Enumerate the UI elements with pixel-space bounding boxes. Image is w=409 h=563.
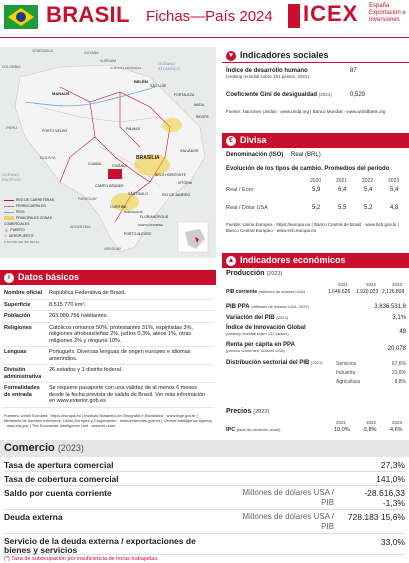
map-label: COLOMBIA (2, 65, 21, 69)
map-label: PARAGUAY (78, 197, 97, 201)
basic-data-table (2, 288, 214, 408)
legend-item: ✈ AEROPUERTO (4, 234, 34, 238)
map-label: GUYANA (84, 51, 99, 55)
header-divider (0, 37, 409, 38)
social-section-title: ♥ Indicadores sociales (222, 48, 409, 63)
currency-icon: € (226, 136, 236, 146)
comercio-title: Comercio (2023) (0, 440, 409, 457)
econ-row: PIB PPA (millones de dólares USA, 2022) 3.836.531,8 (226, 304, 406, 310)
map-label: PALMAS (126, 127, 140, 131)
legend-item: PRINCIPALES ZONAS COMERCIALES (4, 216, 52, 226)
map-label: URUGUAY (104, 247, 122, 251)
header (0, 0, 409, 36)
airport-icon: ✈ (4, 234, 7, 238)
legend-item: ⚓ PUERTO (4, 228, 25, 232)
econ-section-title: ▲ Indicadores económicos (222, 253, 409, 268)
denom-row: Denominación (ISO) Real (BRL) (226, 152, 321, 158)
map-label: MANAUS (52, 91, 70, 96)
map-label: SÃO LUÍS (150, 84, 167, 88)
map-label: VENEZUELA (32, 49, 53, 53)
map-label: PERÚ (6, 125, 18, 130)
map-label: SALVADOR (180, 149, 199, 153)
econ-row: Índice de Innovación Global (ranking mundial sobre 132 países) 49 (226, 325, 406, 336)
map-label: RIO DE JANEIRO (162, 193, 191, 197)
legend-item: FERROCARRILES (4, 203, 66, 209)
social-row: Coeficiente Gini de desigualdad (2021) 0,529 (226, 92, 366, 98)
table-row: Religiones Católicos romanos 50%, protestantes 31%, espiritistas 3%, religiones afrobrasileñas 2%, judíos 0,3%, ateos 1%, otras religiones 2% y ninguna 10%. (2, 322, 214, 347)
map-label: OCÉANO ATLÁNTICO (158, 61, 181, 71)
map-label: NATAL (194, 103, 205, 107)
comercio-footnote: (*) Tasa de subocupación por insuficiencia de horas trabajadas. (4, 556, 159, 562)
map-label: FORTALEZA (174, 93, 195, 97)
ipc-row: IPC (tasa de variación anual) 10,0% 5,8% 4,6% (226, 427, 403, 433)
icex-logo-mark-icon (288, 4, 300, 28)
econ-row: Renta per cápita en PPA (precios corrientes, dólares USA) 20.078 (226, 342, 406, 353)
map-label: GOIÂNIA (112, 164, 127, 168)
table-row: Superficie 8.515.770 km². (2, 299, 214, 311)
map-label: SANTA CATARINA (138, 223, 164, 227)
map-scale: 0 100 200 300 400 500 km (4, 240, 40, 244)
map-label: CUIABÁ (88, 162, 102, 166)
subtitle: Fichas—País 2024 (146, 8, 273, 25)
map-label: FLORIANÓPOLIS (140, 215, 169, 219)
map-label: SURINAM (100, 59, 117, 63)
map-label: PORTO ALEGRE (124, 232, 152, 236)
info-icon: i (4, 273, 14, 283)
econ-row: Variación del PIB (2023) 3,1% (226, 315, 406, 321)
table-row: Formalidades de entrada Se requiere pasaporte con una validez de al menos 6 meses desde la fecha prevista de salida de Brasil. Ver más información en www.exterior.gob.es (2, 383, 214, 408)
divisa-section-title: € Divisa (222, 133, 409, 148)
country-title: BRASIL (46, 2, 130, 27)
pib-row: PIB corriente (millones de dólares USA) 1.649.626 1.920.023 2.126.809 (226, 289, 405, 295)
basic-source: Fuentes: Unión Europea · https://europa.eu | Instituto Brasileiro de Geografia e Estatística · www.ibge.gov.br | Ministerio de Asuntos exteriores, Unión Europea y Cooperación · www.exteriores.gob.es | Central Intelligence Agency · www.cia.gov | The Economist Intelligence Unit · www.eiu.com (4, 413, 213, 428)
comercio-section (0, 440, 409, 563)
table-row: División administrativa 26 estados y 1 distrito federal. (2, 365, 214, 383)
exchange-row: Real / Dólar USA 5,2 5,5 5,2 4,8 (226, 205, 399, 211)
map-label: BOLIVIA (40, 155, 56, 160)
comercio-row: Tasa de apertura comercial 27,3% (4, 460, 405, 470)
comercio-row: Tasa de cobertura comercial 141,0% (4, 474, 405, 484)
table-row: Nombre oficial República Federativa de Brasil. (2, 288, 214, 299)
map-label: PARANAGUÁ (124, 210, 143, 214)
chart-icon: ▲ (227, 256, 235, 264)
exchange-row: Real / Euro 5,9 6,4 5,4 5,4 (226, 187, 399, 193)
comercio-row: Deuda externa Millones de dólares USA / PIB 728.183 15,6% (4, 512, 405, 534)
map-label: SÃO PAULO (128, 192, 148, 196)
brazil-flag-icon (4, 5, 38, 29)
legend-item: RED DE CARRETERAS (4, 197, 66, 203)
legend-item: RÍOS (4, 209, 66, 215)
divisa-source: Fuente: Unión Europea · https://europa.eu | Banco Central de Brasil · www.bcb.gov.br | Banco Central Europeo · www.ecb.europa.eu (226, 222, 400, 233)
map-label: PORTO VELHO (42, 129, 68, 133)
map-label: CURITIBA (110, 205, 127, 209)
prices-title: Precios (2023) (226, 408, 270, 415)
comercio-row: Saldo por cuenta corriente Millones de dólares USA / PIB -28.616,33 -1,3% (4, 488, 405, 508)
map-legend (4, 197, 66, 245)
brand-subtitle: España Exportación e Inversiones (369, 3, 406, 23)
map-label: RECIFE (196, 115, 209, 119)
map-label: BELO HORIZONTE (155, 173, 186, 177)
exchange-title: Evolución de los tipos de cambio. Promedios del periodo (226, 166, 390, 172)
social-source: Fuente: Naciones Unidas · www.undp.org | Banco Mundial · www.worldbank.org (226, 109, 386, 114)
prod-title: Producción (2023) (226, 270, 283, 277)
map-label: CAMPO GRANDE (95, 184, 124, 188)
basic-section-title: i Datos básicos (0, 270, 216, 285)
map-label: OCÉANO PACÍFICO (2, 172, 21, 182)
brazil-map (0, 47, 216, 258)
social-row: Índice de desarrollo humano (ranking mundial sobre 191 países, 2021) 87 (226, 68, 357, 79)
map-label: BRASILIA (136, 155, 160, 161)
dist-row: Distribución sectorial del PIB (2021) (226, 360, 323, 366)
social-icon: ♥ (226, 51, 236, 61)
map-label: BELÉM (134, 79, 148, 84)
comercio-row: Servicio de la deuda externa / exportaciones de bienes y servicios 33,0% (4, 536, 405, 555)
brand-logo: ICEX (303, 1, 359, 26)
map-label: GUAYANA FRANCESA (110, 66, 142, 70)
map-label: ARGENTINA (70, 225, 91, 229)
table-row: Lenguas Portugués. Diversas lenguas de origen europeo e idiomas amerindios. (2, 347, 214, 365)
table-row: Población 203.080.756 habitantes. (2, 311, 214, 323)
port-icon: ⚓ (4, 228, 9, 232)
map-label: VITÓRIA (178, 181, 193, 185)
